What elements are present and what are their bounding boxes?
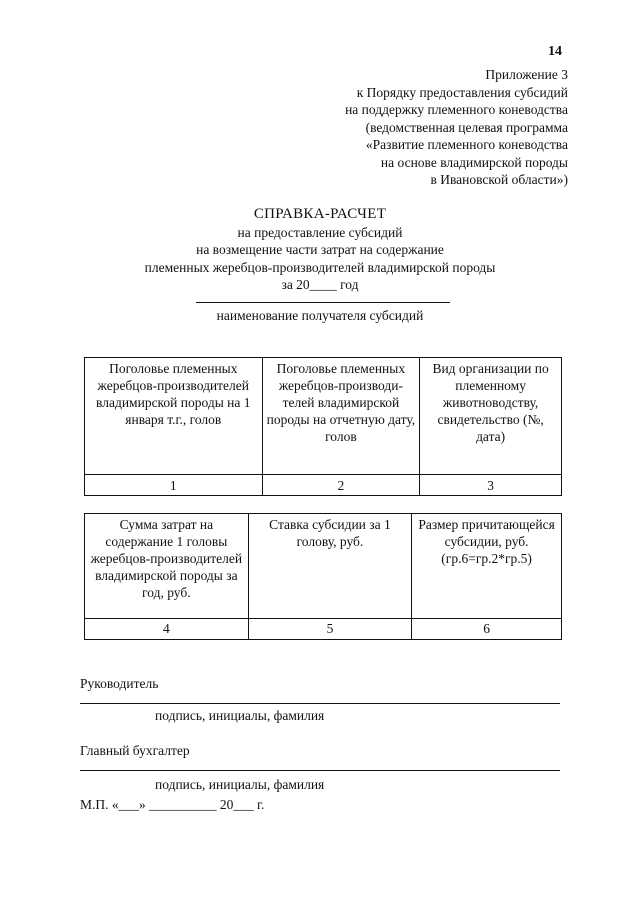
document-title-block — [70, 206, 570, 294]
director-label: Руководитель — [80, 676, 159, 691]
period-prefix: за 20 — [281, 277, 310, 292]
table-row — [85, 619, 562, 640]
page-number: 14 — [548, 44, 562, 59]
subtitle-line: на возмещение части затрат на содержание — [196, 242, 444, 257]
accountant-signature-caption: подпись, инициалы, фамилия — [155, 777, 325, 792]
director-signature-caption: подпись, инициалы, фамилия — [155, 708, 325, 723]
table-header-cell: Ставка субсидии за 1 голову, руб. — [248, 514, 412, 619]
appendix-note — [238, 66, 568, 189]
stamp-date-line — [80, 797, 264, 813]
subtitle-line: на предоставление субсидий — [237, 224, 403, 240]
table-header-cell: Поголовье племенных жеребцов-производителей владимирской породы на 1 января т.г., голов — [85, 358, 263, 475]
year-prefix: 20 — [216, 797, 234, 812]
column-number: 6 — [412, 619, 562, 640]
table-subsidy — [84, 513, 562, 640]
column-number: 3 — [420, 475, 562, 496]
year-blank: ___ — [233, 797, 254, 812]
table-header-cell: Поголовье племенных жеребцов-производи-телей владимирской породы на отчетную дату, голов — [262, 358, 420, 475]
recipient-line — [196, 302, 450, 303]
appendix-line: на поддержку племенного коневодства — [345, 102, 568, 117]
column-number: 4 — [85, 619, 249, 640]
day-blank: ___ — [118, 797, 139, 812]
appendix-line: к Порядку предоставления субсидий — [356, 84, 568, 100]
table-headcount — [84, 357, 562, 496]
period-line — [70, 276, 570, 294]
period-suffix: год — [336, 277, 359, 292]
table-row — [85, 358, 562, 475]
table-header-cell: Вид организации по племенному животноводству, свидетельство (№, дата) — [420, 358, 562, 475]
period-blank: ____ — [309, 277, 337, 292]
close-quote: » — [138, 797, 150, 812]
year-suffix: г. — [253, 797, 265, 812]
column-number: 1 — [85, 475, 263, 496]
table-header-cell: Сумма затрат на содержание 1 головы жеребцов-производителей владимирской породы за год, руб. — [85, 514, 249, 619]
document-title: СПРАВКА-РАСЧЕТ — [253, 206, 387, 222]
appendix-line: (ведомственная целевая программа — [365, 119, 568, 135]
table-row — [85, 514, 562, 619]
appendix-line: в Ивановской области») — [430, 172, 568, 187]
accountant-signature-line — [80, 770, 560, 771]
column-number: 5 — [248, 619, 412, 640]
month-blank: __________ — [149, 797, 217, 812]
stamp-mp: М.П. « — [80, 797, 119, 812]
appendix-line: «Развитие племенного коневодства — [365, 137, 568, 152]
appendix-line: Приложение 3 — [485, 67, 568, 82]
table-row — [85, 475, 562, 496]
accountant-label: Главный бухгалтер — [80, 743, 190, 758]
recipient-caption: наименование получателя субсидий — [216, 308, 424, 323]
appendix-line: на основе владимирской породы — [380, 154, 568, 170]
director-signature-line — [80, 703, 560, 704]
column-number: 2 — [262, 475, 420, 496]
table-header-cell: Размер причитающейся субсидии, руб. (гр.6=гр.2*гр.5) — [412, 514, 562, 619]
subtitle-line: племенных жеребцов-производителей владимирской породы — [144, 259, 496, 275]
